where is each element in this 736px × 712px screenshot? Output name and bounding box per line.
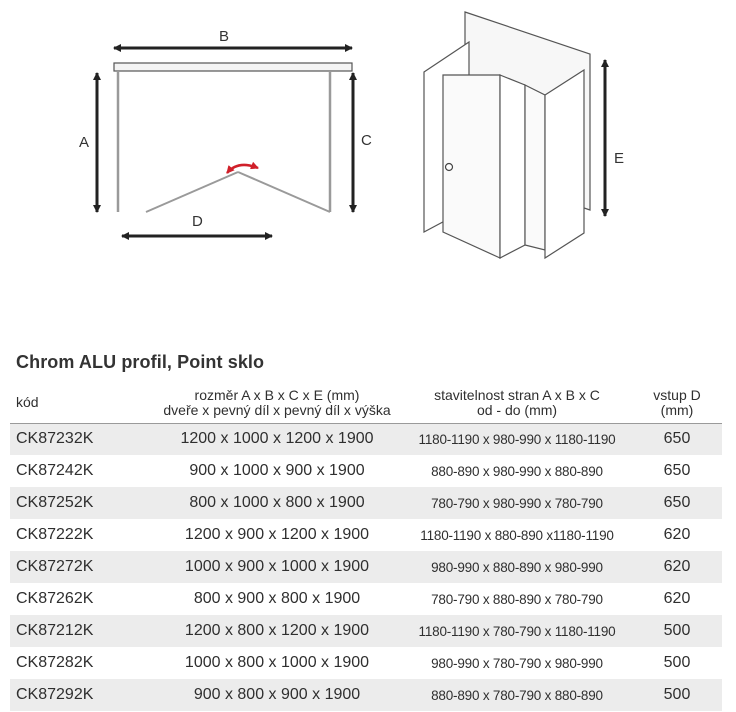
table-row xyxy=(10,423,722,455)
wall-profile xyxy=(114,63,352,71)
cell-entry: 500 xyxy=(663,654,691,671)
door-handle-icon xyxy=(446,164,453,171)
table-row xyxy=(10,455,722,487)
table-header-row xyxy=(10,383,722,423)
cell-entry: 500 xyxy=(663,686,691,703)
cell-code: CK87272K xyxy=(16,558,94,575)
cell-size: 900 x 1000 x 900 x 1900 xyxy=(189,462,365,479)
table-row xyxy=(10,679,722,711)
header-entry xyxy=(632,383,722,423)
cell-code: CK87242K xyxy=(16,462,94,479)
dimension-d-label: D xyxy=(192,213,203,230)
cell-size: 1200 x 900 x 1200 x 1900 xyxy=(184,526,370,543)
cell-entry: 620 xyxy=(663,590,691,607)
table-row xyxy=(10,519,722,551)
cell-size: 1000 x 800 x 1000 x 1900 xyxy=(184,654,370,671)
plan-view xyxy=(97,48,353,236)
cell-adjust: 780-790 x 980-990 x 780-790 xyxy=(431,495,603,511)
table-row xyxy=(10,583,722,615)
header-entry-line1: vstup D xyxy=(653,386,701,403)
dimension-b-label: B xyxy=(219,28,230,45)
dimension-a-label: A xyxy=(79,134,90,151)
table-row xyxy=(10,487,722,519)
cell-adjust: 1180-1190 x 980-990 x 1180-1190 xyxy=(418,431,616,447)
cell-adjust: 880-890 x 980-990 x 880-890 xyxy=(431,463,603,479)
header-size-line2: dveře x pevný díl x pevný díl x výška xyxy=(163,401,391,418)
cell-code: CK87282K xyxy=(16,654,94,671)
cell-entry: 500 xyxy=(663,622,691,639)
header-code xyxy=(10,383,152,423)
cell-size: 800 x 1000 x 800 x 1900 xyxy=(189,494,365,511)
cell-code: CK87252K xyxy=(16,494,94,511)
cell-adjust: 780-790 x 880-890 x 780-790 xyxy=(431,591,603,607)
header-adjust-line1: stavitelnost stran A x B x C xyxy=(434,386,600,403)
table-row xyxy=(10,647,722,679)
cell-entry: 620 xyxy=(663,526,691,543)
cell-adjust: 980-990 x 880-890 x 980-990 xyxy=(431,559,603,575)
table-title: Chrom ALU profil, Point sklo xyxy=(16,352,265,372)
header-size xyxy=(152,383,402,423)
header-entry-line2: (mm) xyxy=(660,401,694,418)
cell-adjust: 880-890 x 780-790 x 880-890 xyxy=(431,687,603,703)
dimension-e-label: E xyxy=(614,150,625,167)
perspective-view xyxy=(424,12,605,258)
cell-entry: 620 xyxy=(663,558,691,575)
cell-size: 1200 x 800 x 1200 x 1900 xyxy=(184,622,370,639)
door-right xyxy=(238,172,330,212)
cell-code: CK87212K xyxy=(16,622,94,639)
cell-entry: 650 xyxy=(663,494,691,511)
cell-entry: 650 xyxy=(663,462,691,479)
cell-adjust: 1180-1190 x 880-890 x1180-1190 xyxy=(420,527,614,543)
cell-code: CK87232K xyxy=(16,430,94,448)
cell-code: CK87292K xyxy=(16,686,94,703)
cell-size: 900 x 800 x 900 x 1900 xyxy=(193,686,361,703)
product-table xyxy=(10,383,722,711)
cell-size: 1200 x 1000 x 1200 x 1900 xyxy=(180,430,374,448)
folding-panel-1 xyxy=(500,75,525,258)
shower-diagram xyxy=(0,0,736,300)
right-fixed-panel xyxy=(545,70,584,258)
cell-size: 800 x 900 x 800 x 1900 xyxy=(193,590,361,607)
cell-code: CK87222K xyxy=(16,526,94,543)
header-adjust xyxy=(402,383,632,423)
folding-panel-2 xyxy=(525,85,545,250)
door-swing-arrow xyxy=(227,165,258,173)
table-row xyxy=(10,615,722,647)
dimension-c-label: C xyxy=(361,132,372,149)
door-left xyxy=(146,172,238,212)
cell-size: 1000 x 900 x 1000 x 1900 xyxy=(184,558,370,575)
header-code-label: kód xyxy=(16,394,39,411)
cell-adjust: 980-990 x 780-790 x 980-990 xyxy=(431,655,603,671)
table-row xyxy=(10,551,722,583)
header-size-line1: rozměr A x B x C x E (mm) xyxy=(194,386,360,403)
cell-entry: 650 xyxy=(663,430,691,448)
header-adjust-line2: od - do (mm) xyxy=(476,401,558,418)
cell-code: CK87262K xyxy=(16,590,94,607)
cell-adjust: 1180-1190 x 780-790 x 1180-1190 xyxy=(418,623,616,639)
